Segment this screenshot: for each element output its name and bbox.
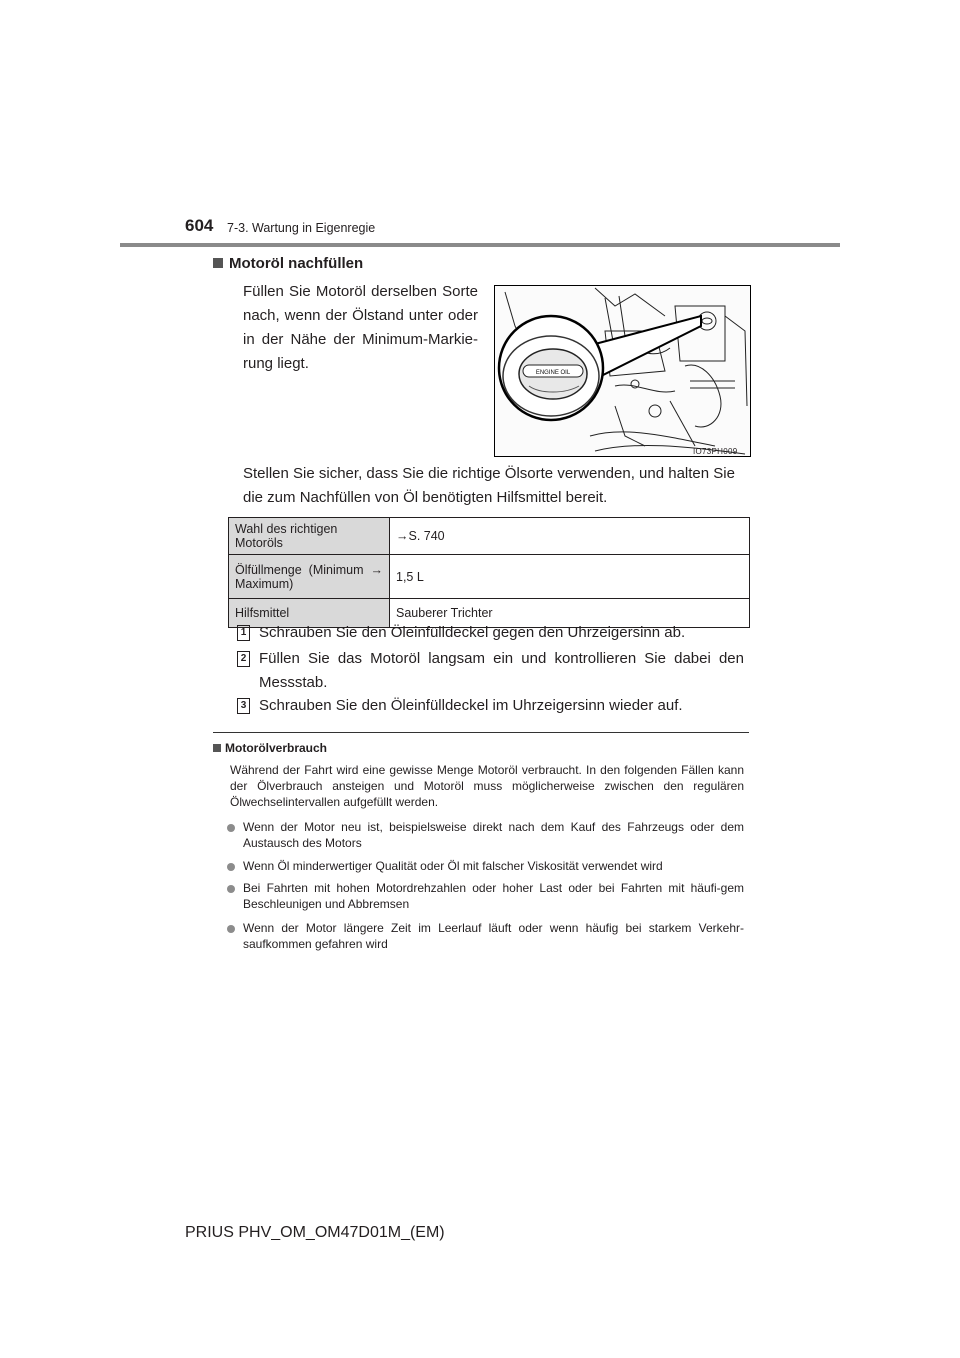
step-number: 2 (237, 651, 250, 667)
bullet-dot-icon (227, 925, 235, 933)
engine-bay-illustration (494, 285, 751, 457)
section-divider (213, 732, 749, 733)
label-part: (Minimum (308, 562, 364, 577)
heading-text: Motoröl nachfüllen (229, 255, 364, 272)
list-item: Wenn der Motor neu ist, beispielsweise direkt nach dem Kauf des Fahrzeugs oder dem Austausch des Motors (243, 820, 744, 850)
table-label: Hilfsmittel (229, 599, 390, 628)
info-heading (213, 741, 327, 755)
list-item: Bei Fahrten mit hohen Motordrehzahlen oder hoher Last oder bei Fahrten mit häufi-gem Beschleunigen und Abbremsen (243, 881, 744, 911)
step-text: Schrauben Sie den Öleinfülldeckel im Uhrzeigersinn wieder auf. (259, 697, 683, 714)
footer-doc-id: PRIUS PHV_OM_OM47D01M_(EM) (185, 1224, 445, 1241)
bullet-dot-icon (227, 863, 235, 871)
list-item: Wenn Öl minderwertiger Qualität oder Öl mit falscher Viskosität verwendet wird (243, 859, 663, 873)
table-value: →S. 740 (390, 518, 750, 555)
table-label: Wahl des richtigen Motoröls (229, 518, 390, 555)
step-text: Schrauben Sie den Öleinfülldeckel gegen den Uhrzeigersinn ab. (259, 624, 686, 641)
label-part: Ölfüllmenge (235, 562, 302, 577)
square-bullet-icon (213, 258, 223, 268)
intro-paragraph: Füllen Sie Motoröl derselben Sorte nach, wenn der Ölstand unter oder in der Nähe der Minimum-Markie-rung liegt. (243, 283, 478, 372)
list-item: Wenn der Motor längere Zeit im Leerlauf läuft oder wenn häufig bei starkem Verkehr-saufkommen gefahren wird (243, 921, 744, 951)
table-row (229, 518, 750, 555)
engine-illustration-svg (495, 286, 750, 456)
step-number: 3 (237, 698, 250, 714)
section-title: 7-3. Wartung in Eigenregie (227, 221, 376, 235)
step-number: 1 (237, 625, 250, 641)
label-part: Maximum) (235, 576, 294, 591)
engine-oil-cap-label: ENGINE OIL (535, 370, 571, 376)
section-heading (213, 255, 363, 272)
table-row (229, 555, 750, 599)
header-divider (120, 243, 840, 247)
page-number: 604 (185, 216, 214, 235)
figure-caption: IO73PH009 (693, 447, 738, 456)
step-text: Füllen Sie das Motoröl langsam ein und kontrollieren Sie dabei den Messstab. (259, 650, 744, 691)
bullet-dot-icon (227, 885, 235, 893)
info-paragraph: Während der Fahrt wird eine gewisse Menge Motoröl verbraucht. In den folgenden Fällen kann der Ölverbrauch ansteigen und Motoröl muss möglicherweise zwischen den regulären Ölwechselintervallen aufgefüllt werden. (230, 763, 744, 809)
square-bullet-icon (213, 744, 221, 752)
table-value: Sauberer Trichter (390, 599, 750, 628)
info-heading-text: Motorölverbrauch (225, 741, 328, 755)
table-value: 1,5 L (390, 555, 750, 599)
arrow-icon: → (370, 562, 383, 577)
bullet-dot-icon (227, 824, 235, 832)
preparation-paragraph: Stellen Sie sicher, dass Sie die richtige Ölsorte verwenden, und halten Sie die zum Nachfüllen von Öl benötigten Hilfsmittel bereit. (243, 465, 735, 506)
spec-table (228, 517, 750, 628)
table-label (229, 555, 390, 599)
